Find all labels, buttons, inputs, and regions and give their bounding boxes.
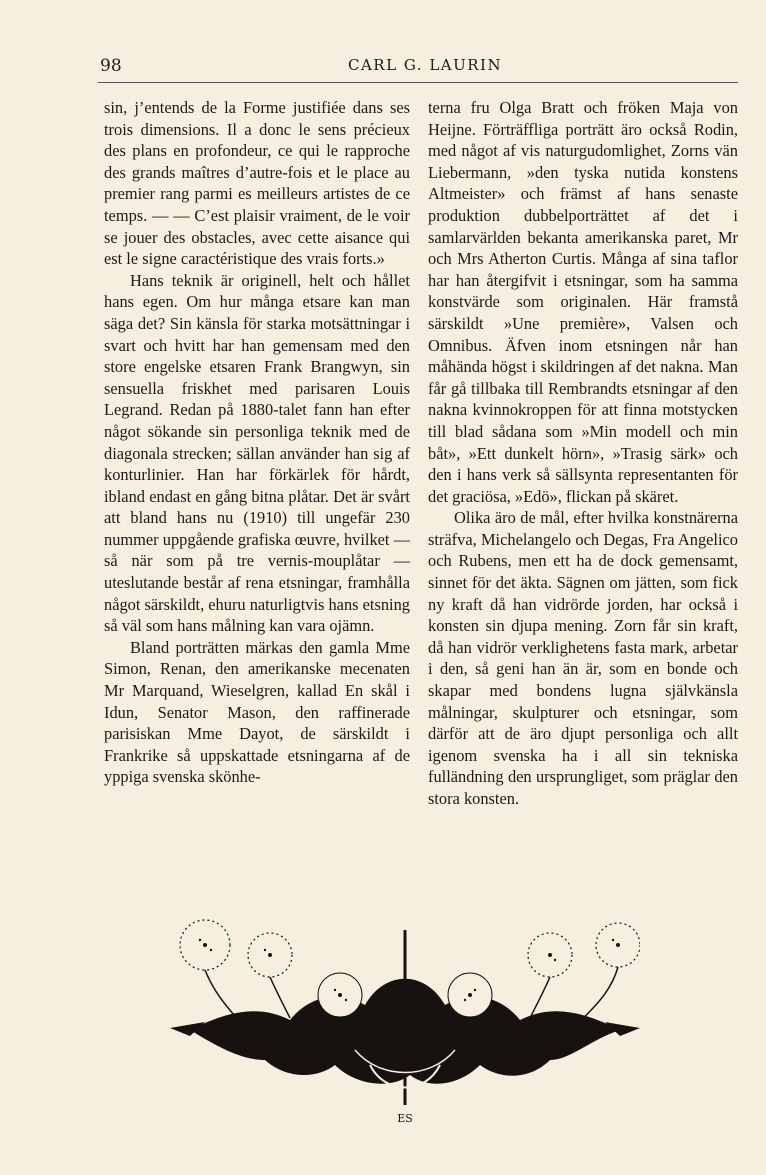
thistle-ornament-icon — [170, 910, 640, 1130]
running-head: CARL G. LAURIN — [348, 56, 503, 74]
paragraph: sin, j’entends de la Forme justifiée dans ses trois dimensions. Il a donc le sens précieux des plans en profondeur, ce qui le rapproche des grands maîtres d’autre-fois et le place au premier rang parmi es meilleurs artistes de ce temps. — — C’est plaisir vraiment, de le voir se jouer des obstacles, avec cette aisance qui est le signe caractéristique des vrais forts.» — [104, 98, 410, 269]
page-number: 98 — [100, 56, 122, 76]
paragraph: Hans teknik är originell, helt och hållet hans egen. Om hur många etsare kan man säga det? Sin känsla för starka motsättningar i svart och hvitt har han gemensam med den store engelske etsaren Frank Brangwyn, sin sensuella friskhet med parisaren Louis Legrand. Redan på 1880-talet fann han efter något sökande sin personliga teknik med de diagonala strecken; sällan använder han sig af konturlinier. Han har förkärlek för hårdt, ibland endast en gång bitna plåtar. Det är svårt att bland hans nu (1910) till ungefär 230 nummer uppgående grafiska œuvre, hvilket — så när som på tre vernis-mouplåtar — uteslutande består af rena etsningar, framhålla något särskildt, ehuru naturligtvis hans etsning så väl som hans målning kan vara ojämn. — [104, 270, 410, 636]
paragraph: Bland porträtten märkas den gamla Mme Simon, Renan, den amerikanske mecenaten Mr Marquand, Wieselgren, kallad En skål i Idun, Senator Mason, den raffinerade parisiskan Mme Dayot, de särskildt i Frankrike så uppskattade etsningarna af de yppiga svenska skönhe- — [104, 637, 410, 787]
right-column — [428, 97, 738, 810]
page-header — [98, 54, 738, 83]
paragraph: terna fru Olga Bratt och fröken Maja von Heijne. Förträffliga porträtt äro också Rodin, med något af vis naturgudomlighet, Zorns vän Liebermann, »den tyska nutida konstens Altmeister» och främst af hans senaste produktion dubbelporträttet af det i samlarvärlden bekanta amerikanska paret, Mr och Mrs Atherton Curtis. Många af sina taflor har han återgifvit i etsningar, som ha samma konstvärde som originalen. Här framstå särskildt »Une première», Valsen och Omnibus. Äfven inom etsningen når han måhända högst i skildringen af det nakna. Man får gå tillbaka till Rembrandts etsningar af den nakna kvinnokroppen för att finna motstycken till blad sådana som »Min modell och min båt», »Ett dunkelt hörn», »Trasig särk» och den i hans verk så sällsynta representanten för det graciösa, »Edö», flickan på skäret. — [428, 98, 738, 506]
left-column — [104, 97, 410, 788]
paragraph: Olika äro de mål, efter hvilka konstnärerna sträfva, Michelangelo och Degas, Fra Angelico och Rubens, men ett ha de dock gemensamt, sinnet för det äkta. Sägnen om jätten, som fick ny kraft då han vidrörde jorden, har också i konsten sin djupa mening. Zorn får sin kraft, då han vidrör verklighetens fasta mark, arbetar i den, så geni han än är, som en bonde och skapar med bondens lugna självkänsla målningar, skulpturer och etsningar, som därför att de äro djupt personliga och allt igenom svenska ha i all sin tekniska fulländning den ursprungliget, som präglar den stora konsten. — [428, 508, 738, 808]
svg-text:ES: ES — [397, 1112, 413, 1125]
